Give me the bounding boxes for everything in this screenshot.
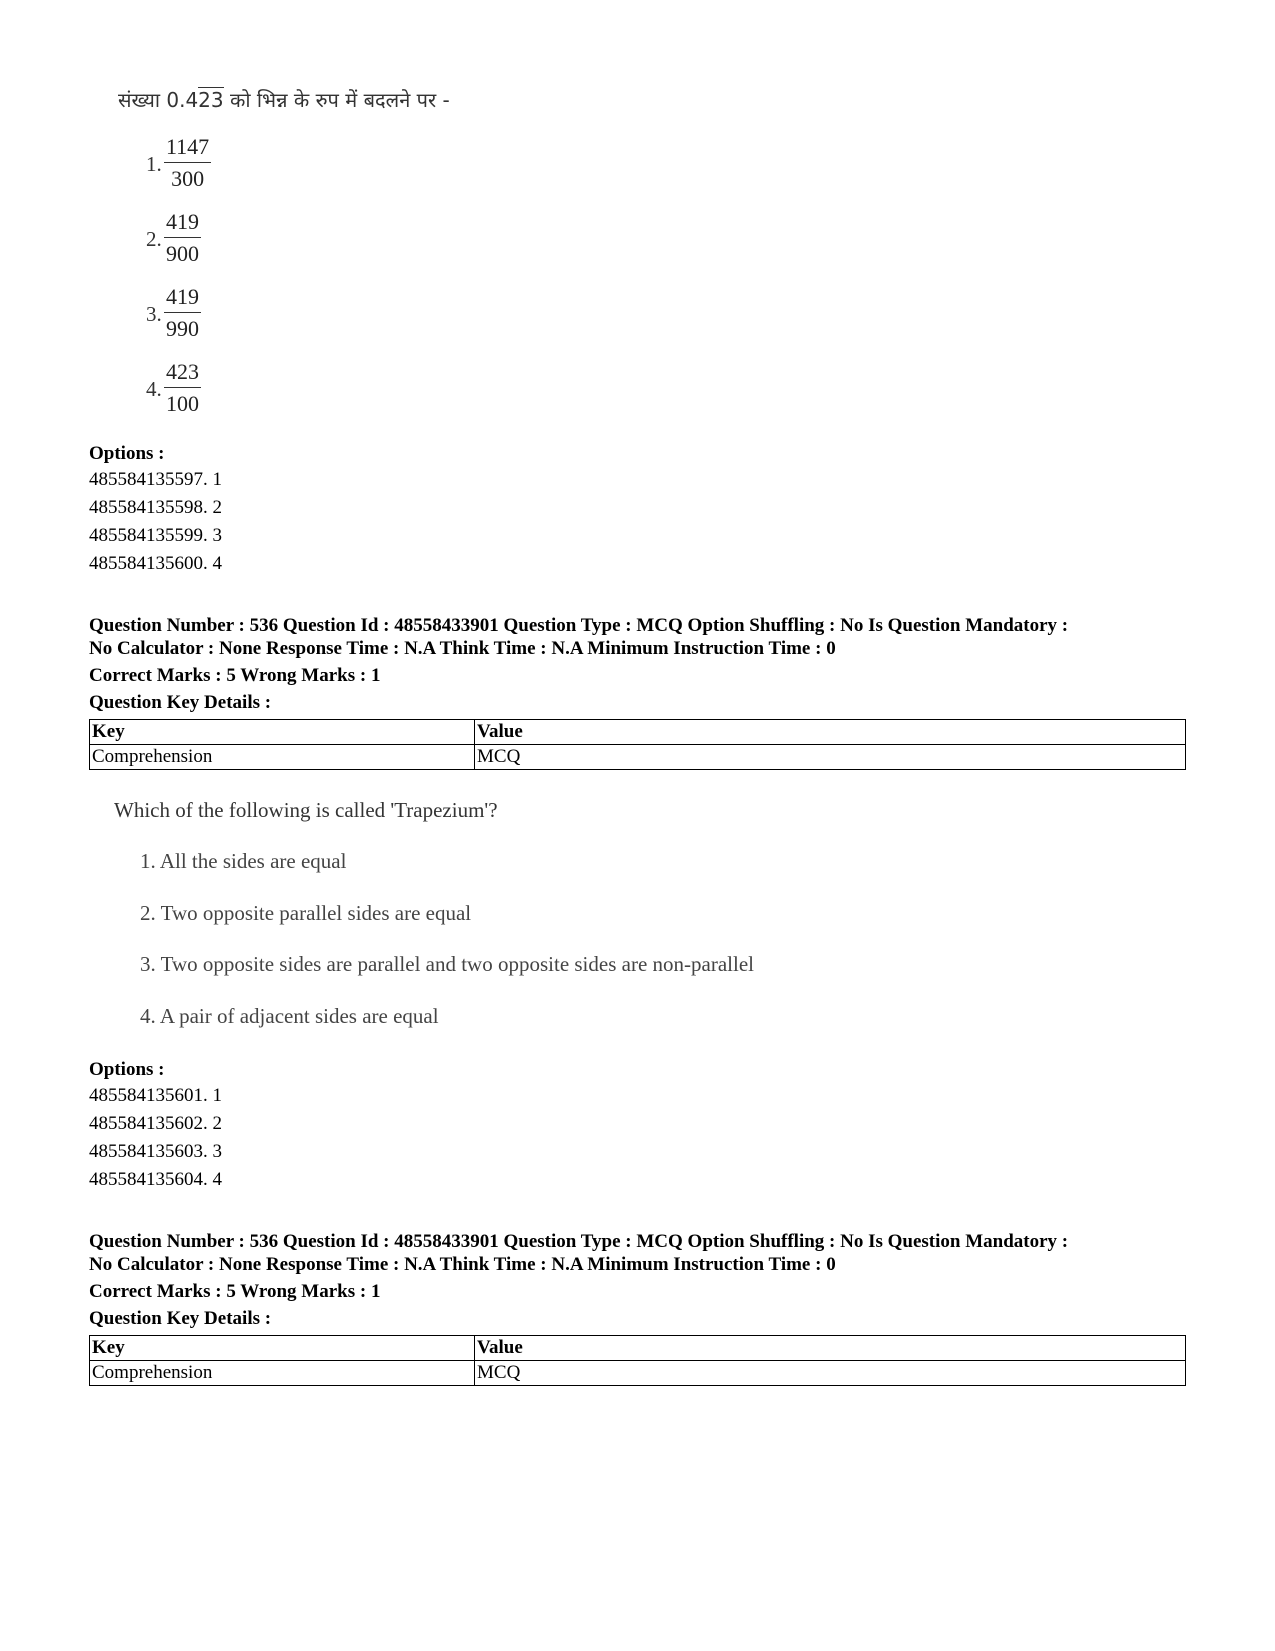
- choice-1-fraction: [164, 132, 211, 195]
- question-1-text: [118, 86, 450, 113]
- question-1-suffix: को भिन्न के रुप में बदलने पर -: [223, 88, 450, 112]
- option-id: 485584135597. 1: [89, 469, 222, 490]
- key-details-heading: Question Key Details :: [89, 1308, 272, 1329]
- table-header-value: Value: [475, 1336, 1186, 1361]
- question-2-choice: 4. A pair of adjacent sides are equal: [140, 1004, 439, 1028]
- choice-2-numerator: 419: [164, 207, 201, 238]
- marks-line: Correct Marks : 5 Wrong Marks : 1: [89, 1281, 381, 1302]
- choice-4-numerator: 423: [164, 357, 201, 388]
- table-cell-key: Comprehension: [90, 745, 475, 770]
- repeating-digits: 23: [198, 88, 224, 112]
- option-id: 485584135603. 3: [89, 1141, 222, 1162]
- key-value-table: [89, 1335, 1186, 1386]
- options-list-2: [89, 1082, 222, 1194]
- table-cell-key: Comprehension: [90, 1361, 475, 1386]
- question-meta-line-1: Question Number : 536 Question Id : 48558433901 Question Type : MCQ Option Shuffling : No Is Question Mandatory :: [89, 1231, 1069, 1252]
- choice-3-label: 3.: [146, 302, 162, 326]
- option-id: 485584135604. 4: [89, 1169, 222, 1190]
- question-meta-line-2: No Calculator : None Response Time : N.A Think Time : N.A Minimum Instruction Time : 0: [89, 638, 836, 659]
- question-2-text: Which of the following is called 'Trapezium'?: [114, 798, 498, 822]
- question-meta-line-1: Question Number : 536 Question Id : 48558433901 Question Type : MCQ Option Shuffling : No Is Question Mandatory :: [89, 615, 1069, 636]
- choice-4-denominator: 100: [166, 391, 199, 416]
- choice-1-label: 1.: [146, 152, 162, 176]
- options-heading-1: Options :: [89, 443, 165, 464]
- choice-3-denominator: 990: [166, 316, 199, 341]
- choice-3-fraction: [164, 282, 201, 345]
- marks-line: Correct Marks : 5 Wrong Marks : 1: [89, 665, 381, 686]
- table-cell-value: MCQ: [475, 1361, 1186, 1386]
- option-id: 485584135601. 1: [89, 1085, 222, 1106]
- option-id: 485584135599. 3: [89, 525, 222, 546]
- choice-3-numerator: 419: [164, 282, 201, 313]
- table-header-row: [90, 720, 1186, 745]
- option-id: 485584135598. 2: [89, 497, 222, 518]
- question-meta-line-2: No Calculator : None Response Time : N.A Think Time : N.A Minimum Instruction Time : 0: [89, 1254, 836, 1275]
- table-header-row: [90, 1336, 1186, 1361]
- table-cell-value: MCQ: [475, 745, 1186, 770]
- table-header-key: Key: [90, 720, 475, 745]
- options-heading-2: Options :: [89, 1059, 165, 1080]
- table-row: [90, 745, 1186, 770]
- question-2-choice: 2. Two opposite parallel sides are equal: [140, 901, 472, 925]
- choice-2-denominator: 900: [166, 241, 199, 266]
- options-list-1: [89, 466, 222, 578]
- question-2-choice: 3. Two opposite sides are parallel and two opposite sides are non-parallel: [140, 952, 754, 976]
- choice-2-fraction: [164, 207, 201, 270]
- question-2-choice: 1. All the sides are equal: [140, 849, 347, 873]
- table-row: [90, 1361, 1186, 1386]
- choice-1-denominator: 300: [171, 166, 205, 191]
- table-header-value: Value: [475, 720, 1186, 745]
- key-value-table: [89, 719, 1186, 770]
- table-header-key: Key: [90, 1336, 475, 1361]
- choice-4-fraction: [164, 357, 201, 420]
- option-id: 485584135602. 2: [89, 1113, 222, 1134]
- question-1-prefix: संख्या 0.4: [118, 88, 199, 112]
- choice-2-label: 2.: [146, 227, 162, 251]
- choice-1-numerator: 1147: [164, 132, 211, 163]
- option-id: 485584135600. 4: [89, 553, 222, 574]
- key-details-heading: Question Key Details :: [89, 692, 272, 713]
- choice-4-label: 4.: [146, 377, 162, 401]
